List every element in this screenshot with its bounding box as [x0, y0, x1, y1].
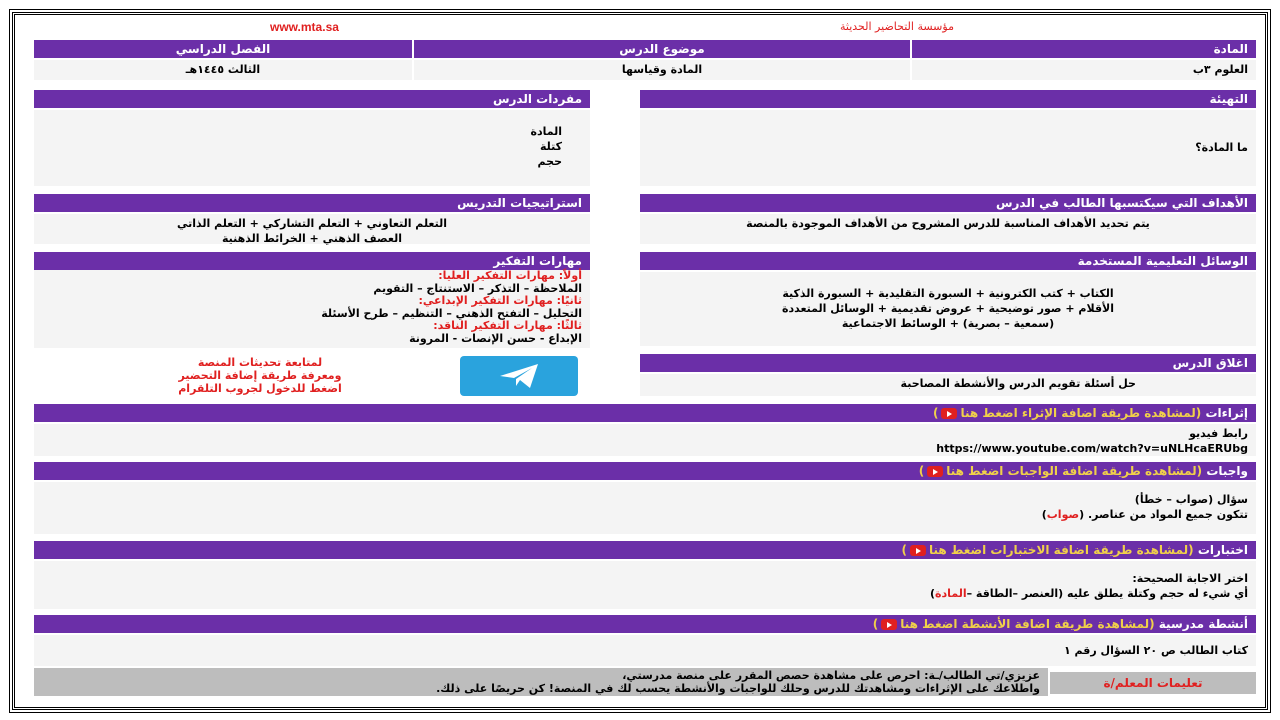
enrich-hint-close: )	[932, 406, 939, 420]
homework-hint-close: )	[918, 464, 925, 478]
tests-hint[interactable]: (لمشاهدة طريقة اضافة الاختبارات اضغط هنا	[929, 543, 1194, 557]
aids-line: الكتاب + كتب الكترونية + السبورة التقليدية + السبورة الذكية	[782, 287, 1114, 300]
promo-line: اضغط للدخول لجروب التلقرام	[178, 382, 342, 395]
vocab-body	[34, 110, 590, 186]
enrich-header	[34, 404, 1256, 422]
strategies-body	[34, 214, 590, 244]
enrich-body	[34, 424, 1256, 456]
homework-question-type: سؤال (صواب – خطأ)	[1134, 493, 1248, 506]
closing-body	[640, 374, 1256, 396]
youtube-icon[interactable]	[927, 466, 943, 477]
thinking-line: التحليل – التفتح الذهني – التنظيم – طرح الأسئلة	[321, 306, 582, 320]
youtube-icon[interactable]	[910, 545, 926, 556]
enrich-label: رابط فيديو	[1189, 427, 1248, 440]
activities-text: كتاب الطالب ص ٢٠ السؤال رقم ١	[1063, 644, 1248, 657]
closing-text: حل أسئلة تقويم الدرس والأنشطة المصاحبة	[900, 377, 1136, 390]
homework-question	[42, 507, 1248, 522]
homework-title: واجبات	[1206, 464, 1248, 478]
tests-hint-close: )	[901, 543, 907, 557]
homework-statement: تتكون جميع المواد من عناصر.	[1087, 508, 1248, 521]
aids-body	[640, 272, 1256, 346]
subject-value: العلوم ٣ب	[912, 60, 1256, 80]
thinking-line: الإبداع - حسن الإنصات - المرونة	[409, 331, 582, 345]
thinking-heading: أولاً: مهارات التفكير العليا:	[438, 269, 582, 282]
warmup-header: التهيئة	[640, 90, 1256, 108]
strategies-line: التعلم التعاوني + التعلم التشاركي + التعلم الذاتي	[176, 217, 448, 230]
aids-header: الوسائل التعليمية المستخدمة	[640, 252, 1256, 270]
activities-hint-close: )	[872, 617, 879, 631]
strategies-header: استراتيجيات التدريس	[34, 194, 590, 212]
promo-line: ومعرفة طريقة إضافة التحضير	[178, 369, 342, 382]
tests-instruction: اختر الاجابة الصحيحة:	[1132, 572, 1248, 585]
vocab-header: مفردات الدرس	[34, 90, 590, 108]
telegram-promo[interactable]	[120, 356, 400, 395]
vocab-item: كتلة	[539, 140, 562, 153]
goals-body	[640, 214, 1256, 244]
strategies-line: العصف الذهني + الخرائط الذهنية	[222, 232, 402, 245]
topic-header: موضوع الدرس	[414, 40, 910, 58]
homework-paren: (	[1079, 508, 1085, 521]
tests-statement: أي شيء له حجم وكتلة يطلق عليه (العنصر –الطاقة –	[966, 587, 1248, 600]
enrich-hint[interactable]: (لمشاهدة طريقة اضافة الإثراء اضغط هنا	[960, 406, 1202, 420]
vocab-item: حجم	[537, 155, 562, 168]
tests-question	[42, 586, 1248, 601]
org-name: مؤسسة التحاضير الحديثة	[840, 20, 954, 33]
term-value: الثالث ١٤٤٥هـ	[34, 60, 412, 80]
tests-title: اختبارات	[1197, 543, 1248, 557]
homework-paren: )	[1041, 508, 1047, 521]
aids-line: (سمعية – بصرية) + الوسائط الاجتماعية	[841, 317, 1055, 330]
youtube-icon[interactable]	[941, 408, 957, 419]
teacher-instructions	[34, 668, 1048, 696]
tests-paren: )	[930, 587, 936, 600]
homework-header	[34, 462, 1256, 480]
goals-header: الأهداف التي سيكتسبها الطالب في الدرس	[640, 194, 1256, 212]
teacher-instructions-label: تعليمات المعلم/ة	[1050, 672, 1256, 694]
telegram-button[interactable]	[460, 356, 578, 396]
closing-header: اغلاق الدرس	[640, 354, 1256, 372]
instructions-line: عزيزي/تي الطالب/ـة: احرص على مشاهدة حصص المقرر على منصة مدرستي،	[622, 669, 1040, 682]
youtube-icon[interactable]	[881, 619, 897, 630]
tests-body	[34, 561, 1256, 609]
thinking-heading: ثالثًا: مهارات التفكير الناقد:	[433, 319, 582, 332]
homework-body	[34, 482, 1256, 534]
aids-line: الأقلام + صور توضيحية + عروض تقديمية + الوسائل المتعددة	[781, 302, 1114, 315]
video-link[interactable]: https://www.youtube.com/watch?v=uNLHcaERUbg	[936, 442, 1248, 455]
tests-header	[34, 541, 1256, 559]
thinking-header: مهارات التفكير	[34, 252, 590, 270]
instructions-line: واطلاعك على الإثراءات ومشاهدتك للدرس وحلك للواجبات والأنشطة يحسب لك في المنصة! كن حريصًا على ذلك.	[436, 682, 1040, 695]
warmup-text: ما المادة؟	[1195, 141, 1248, 154]
topic-value: المادة وقياسها	[414, 60, 910, 80]
promo-line: لمتابعة تحديثات المنصة	[197, 356, 323, 369]
enrich-title: إثراءات	[1205, 406, 1248, 420]
activities-body	[34, 635, 1256, 666]
tests-answer: المادة	[935, 587, 967, 600]
term-header: الفصل الدراسي	[34, 40, 412, 58]
activities-title: أنشطة مدرسية	[1158, 617, 1248, 631]
warmup-body	[640, 110, 1256, 186]
thinking-heading: ثانيًا: مهارات التفكير الإبداعي:	[418, 294, 582, 307]
activities-hint[interactable]: (لمشاهدة طريقة اضافة الأنشطة اضغط هنا	[900, 617, 1155, 631]
activities-header	[34, 615, 1256, 633]
telegram-icon	[460, 356, 578, 396]
vocab-item: المادة	[530, 125, 562, 138]
thinking-line: الملاحظة – التذكر – الاستنتاج – التقويم	[373, 281, 582, 295]
site-url[interactable]: www.mta.sa	[270, 20, 339, 34]
subject-header: المادة	[912, 40, 1256, 58]
homework-hint[interactable]: (لمشاهدة طريقة اضافة الواجبات اضغط هنا	[946, 464, 1203, 478]
thinking-body	[34, 270, 590, 348]
goals-text: يتم تحديد الأهداف المناسبة للدرس المشروح من الأهداف الموجودة بالمنصة	[746, 217, 1150, 230]
homework-answer: صواب	[1046, 508, 1080, 521]
